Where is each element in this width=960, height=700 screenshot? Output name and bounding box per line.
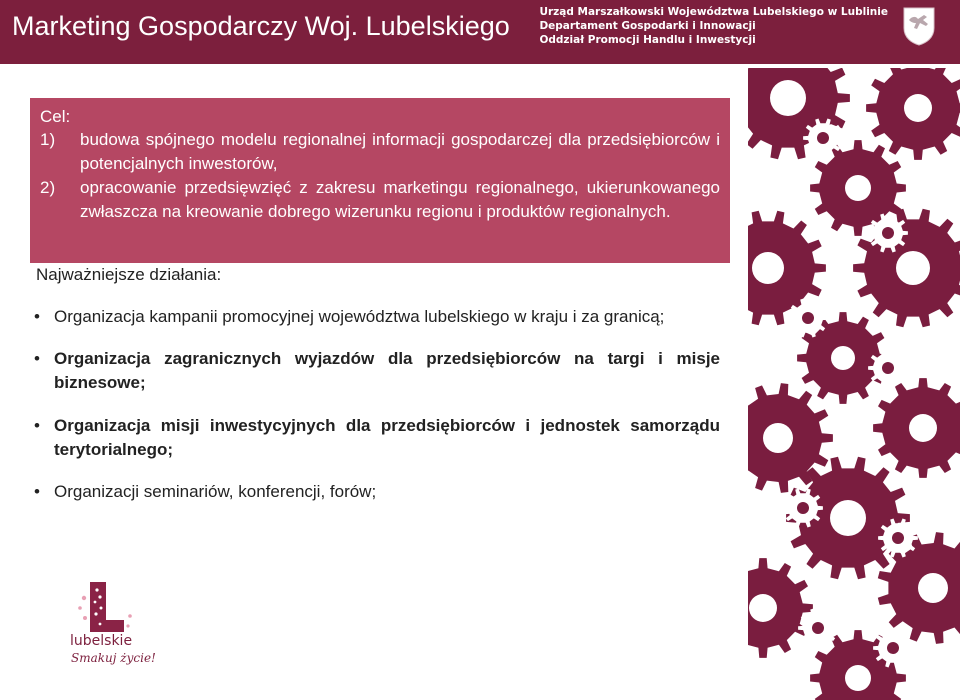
gear-hole [752,252,784,284]
small-gear-hub [802,312,814,324]
logo-tagline: Smakuj życie! [71,651,156,665]
gear-hole [909,414,937,442]
action-item-text: Organizacja kampanii promocyjnej województwa lubelskiego w kraju i za granicą; [54,307,665,326]
lubelskie-logo [60,580,150,680]
gear-pattern-decoration [748,68,960,700]
gear-hole [896,251,930,285]
gear-hole [770,80,806,116]
small-gear-hub [887,642,899,654]
actions-list [34,305,720,504]
gear-hole [918,573,948,603]
small-gear-hub [812,622,824,634]
gear-hole [763,423,793,453]
gear-hole [831,346,855,370]
bullet: • [34,349,40,368]
small-gear-hub [882,362,894,374]
goal-item-number: 1) [40,130,56,149]
goal-box [30,98,730,263]
action-item [34,347,720,395]
page-title: Marketing Gospodarczy Woj. Lubelskiego [12,11,510,41]
goal-heading: Cel: [40,107,71,126]
organization-line-3: Oddział Promocji Handlu i Inwestycji [539,34,756,46]
gear-hole [904,94,932,122]
action-item-text: Organizacji seminariów, konferencji, forów; [54,482,377,501]
organization-line-1: Urząd Marszałkowski Województwa Lubelskiego w Lublinie [539,6,888,18]
small-gear-hub [797,502,809,514]
organization-name [539,5,888,47]
goal-item-text: budowa spójnego modelu regionalnej informacji gospodarczej dla przedsiębiorców i potencjalnych inwestorów, [80,130,720,173]
gear-hole [845,665,871,691]
logo-wordmark: lubelskie [70,633,133,649]
bullet: • [34,416,40,435]
action-item [34,305,720,329]
small-gear-hub [817,132,829,144]
gear-hole [749,594,777,622]
crest-icon [902,6,936,46]
header-bar [0,0,960,64]
goal-item-number: 2) [40,178,56,197]
bullet: • [34,307,40,326]
actions-heading: Najważniejsze działania: [36,265,222,284]
organization-line-2: Departament Gospodarki i Innowacji [539,20,756,32]
goal-item [40,128,720,176]
small-gear-hub [882,227,894,239]
gear-hole [830,500,866,536]
action-item-text: Organizacja misji inwestycyjnych dla przedsiębiorców i jednostek samorządu terytorialnego; [54,416,720,459]
goal-item-text: opracowanie przedsięwzięć z zakresu marketingu regionalnego, ukierunkowanego zwłaszcza na kreowanie dobrego wizerunku regionu i produktów regionalnych. [80,178,720,221]
small-gear-hub [892,532,904,544]
bullet: • [34,482,40,501]
action-item [34,414,720,462]
action-item [34,480,720,504]
goal-item [40,176,720,224]
action-item-text: Organizacja zagranicznych wyjazdów dla przedsiębiorców na targi i misje biznesowe; [54,349,720,392]
gear-hole [845,175,871,201]
